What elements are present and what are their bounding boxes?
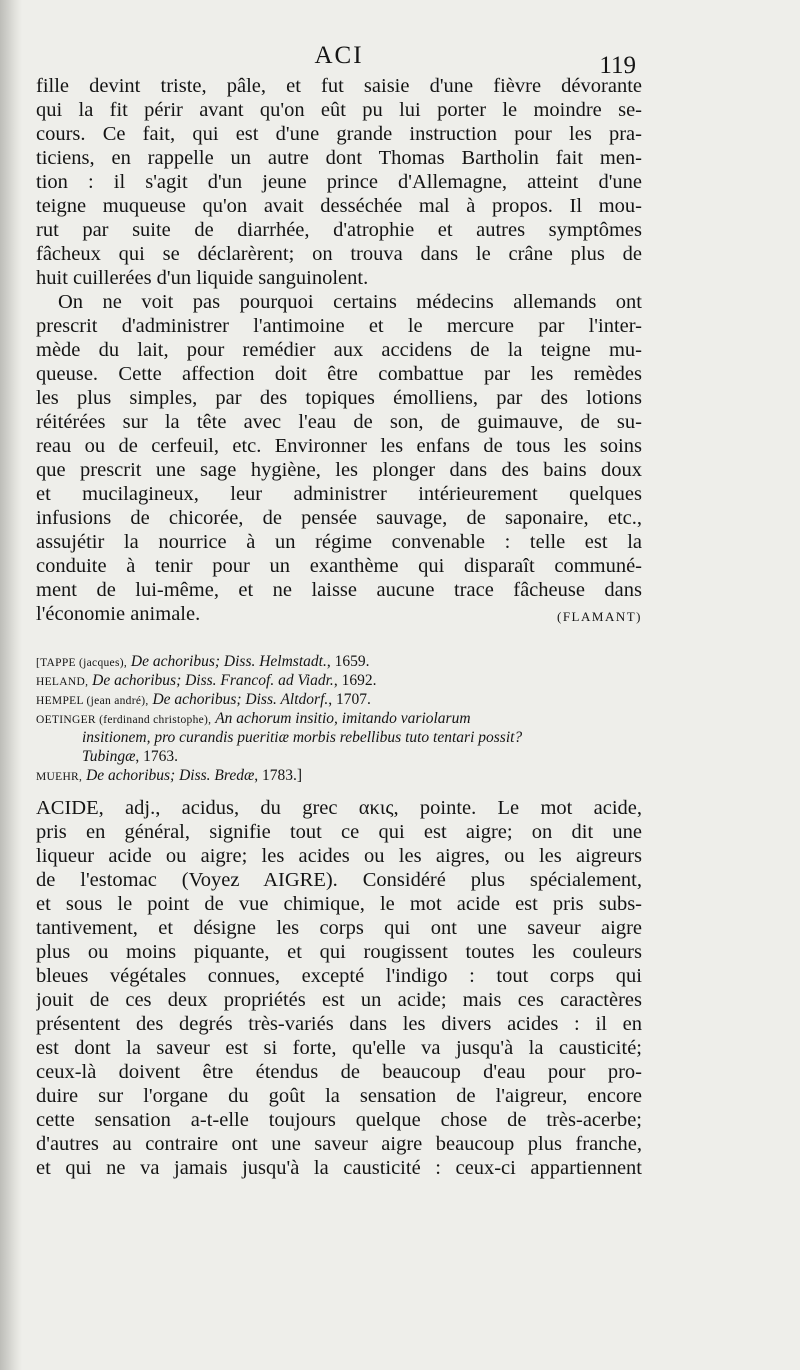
bib-title: An achorum insitio, imitando variolarum <box>215 710 471 727</box>
text-line: plus ou moins piquante, et qui rougissent toutes les couleurs <box>36 941 642 963</box>
bib-title: De achoribus; Diss. Helmstadt. <box>130 653 327 670</box>
text-line: et sous le point de vue chimique, le mot acide est pris subs- <box>36 893 642 915</box>
bib-title: insitionem, pro curandis pueritiæ morbis rebellibus tuto tentari possit? <box>82 729 523 746</box>
bib-title: Tubingæ <box>82 748 136 765</box>
text-line-with-signature <box>36 602 642 626</box>
text-line: présentent des degrés très-variés dans les divers acides : il en <box>36 1013 642 1035</box>
bib-details: , 1707. <box>328 691 371 708</box>
bib-title: De achoribus; Diss. Francof. ad Viadr. <box>92 672 334 689</box>
page-number: 119 <box>599 52 636 79</box>
text-line: fâcheux qui se déclarèrent; on trouva dans le crâne plus de <box>36 243 642 265</box>
bib-details: , 1783.] <box>254 767 303 784</box>
text-line: et qui ne va jamais jusqu'à la causticité : ceux-ci appartiennent <box>36 1157 642 1179</box>
text-line-text: l'économie animale. <box>36 603 201 625</box>
text-line: pris en général, signifie tout ce qui est aigre; on dit une <box>36 821 642 843</box>
text-line: les plus simples, par des topiques émolliens, par des lotions <box>36 387 642 409</box>
bib-author: HEMPEL (jean andré), <box>36 695 149 707</box>
text-line: mède du lait, pour remédier aux accidens de la teigne mu- <box>36 339 642 361</box>
text-line: réitérées sur la tête avec l'eau de son, de guimauve, de su- <box>36 411 642 433</box>
text-line: infusions de chicorée, de pensée sauvage, de saponaire, etc., <box>36 507 642 529</box>
bibliography-entry <box>36 671 642 690</box>
text-line: reau ou de cerfeuil, etc. Environner les enfans de tous les soins <box>36 435 642 457</box>
text-line: de l'estomac (Voyez AIGRE). Considéré plus spécialement, <box>36 869 642 891</box>
text-line: duire sur l'organe du goût la sensation de l'aigreur, encore <box>36 1085 642 1107</box>
text-line: tantivement, et désigne les corps qui ont une saveur aigre <box>36 917 642 939</box>
text-line: rut par suite de diarrhée, d'atrophie et autres symptômes <box>36 219 642 241</box>
bib-details: , 1763. <box>135 748 179 765</box>
text-line: d'autres au contraire ont une saveur aigre beaucoup plus franche, <box>36 1133 642 1155</box>
bibliography-entry-continuation <box>36 728 642 747</box>
text-line: que prescrit une sage hygiène, les plonger dans des bains doux <box>36 459 642 481</box>
bib-details: , 1692. <box>333 672 377 689</box>
bib-author: MUEHR, <box>36 771 83 783</box>
bibliography-entry <box>36 709 642 728</box>
text-line: ceux-là doivent être étendus de beaucoup d'eau pour pro- <box>36 1061 642 1083</box>
bib-title: De achoribus; Diss. Altdorf. <box>152 691 329 708</box>
text-line: qui la fit périr avant qu'on eût pu lui porter le moindre se- <box>36 99 642 121</box>
text-line: et mucilagineux, leur administrer intérieurement quelques <box>36 483 642 505</box>
text-line: cette sensation a-t-elle toujours quelque chose de très-acerbe; <box>36 1109 642 1131</box>
text-line: fille devint triste, pâle, et fut saisie d'une fièvre dévorante <box>36 75 642 97</box>
bibliography <box>36 652 642 785</box>
text-line: huit cuillerées d'un liquide sanguinolent. <box>36 267 369 289</box>
text-line: cours. Ce fait, qui est d'une grande instruction pour les pra- <box>36 123 642 145</box>
bibliography-entry <box>36 652 642 671</box>
text-line: On ne voit pas pourquoi certains médecins allemands ont <box>58 291 642 313</box>
bib-author: OETINGER (ferdinand christophe), <box>36 714 212 726</box>
bib-author: [TAPPE (jacques), <box>36 657 128 669</box>
article-teigne-continuation <box>36 74 642 626</box>
text-line: bleues végétales connues, excepté l'indigo : tout corps qui <box>36 965 642 987</box>
bib-author: HELAND, <box>36 676 89 688</box>
bibliography-entry <box>36 690 642 709</box>
article-acide <box>36 796 642 1180</box>
text-line: tion : il s'agit d'un jeune prince d'Allemagne, atteint d'une <box>36 171 642 193</box>
text-line: teigne muqueuse qu'on avait desséchée mal à propos. Il mou- <box>36 195 642 217</box>
text-line: ment de lui-même, et ne laisse aucune trace fâcheuse dans <box>36 579 642 601</box>
author-signature: (FLAMANT) <box>557 609 642 624</box>
page-gutter-shadow <box>0 0 22 1370</box>
bib-title: De achoribus; Diss. Bredæ <box>86 767 255 784</box>
text-line: conduite à tenir pour un exanthème qui disparaît communé- <box>36 555 642 577</box>
text-line: queuse. Cette affection doit être combattue par les remèdes <box>36 363 642 385</box>
bib-details: , 1659. <box>326 653 370 670</box>
text-line: jouit de ces deux propriétés est un acide; mais ces caractères <box>36 989 642 1011</box>
text-line: ticiens, en rappelle un autre dont Thomas Bartholin fait men- <box>36 147 642 169</box>
bibliography-entry-continuation <box>36 747 642 766</box>
text-line: est dont la saveur est si forte, qu'elle va jusqu'à la causticité; <box>36 1037 642 1059</box>
text-line: assujétir la nourrice à un régime convenable : telle est la <box>36 531 642 553</box>
text-line: prescrit d'administrer l'antimoine et le mercure par l'inter- <box>36 315 642 337</box>
article-headword-line: ACIDE, adj., acidus, du grec ακις, pointe. Le mot acide, <box>36 797 642 819</box>
bibliography-entry <box>36 766 642 785</box>
running-title: ACI <box>314 42 364 69</box>
text-line: liqueur acide ou aigre; les acides ou les aigres, ou les aigreurs <box>36 845 642 867</box>
